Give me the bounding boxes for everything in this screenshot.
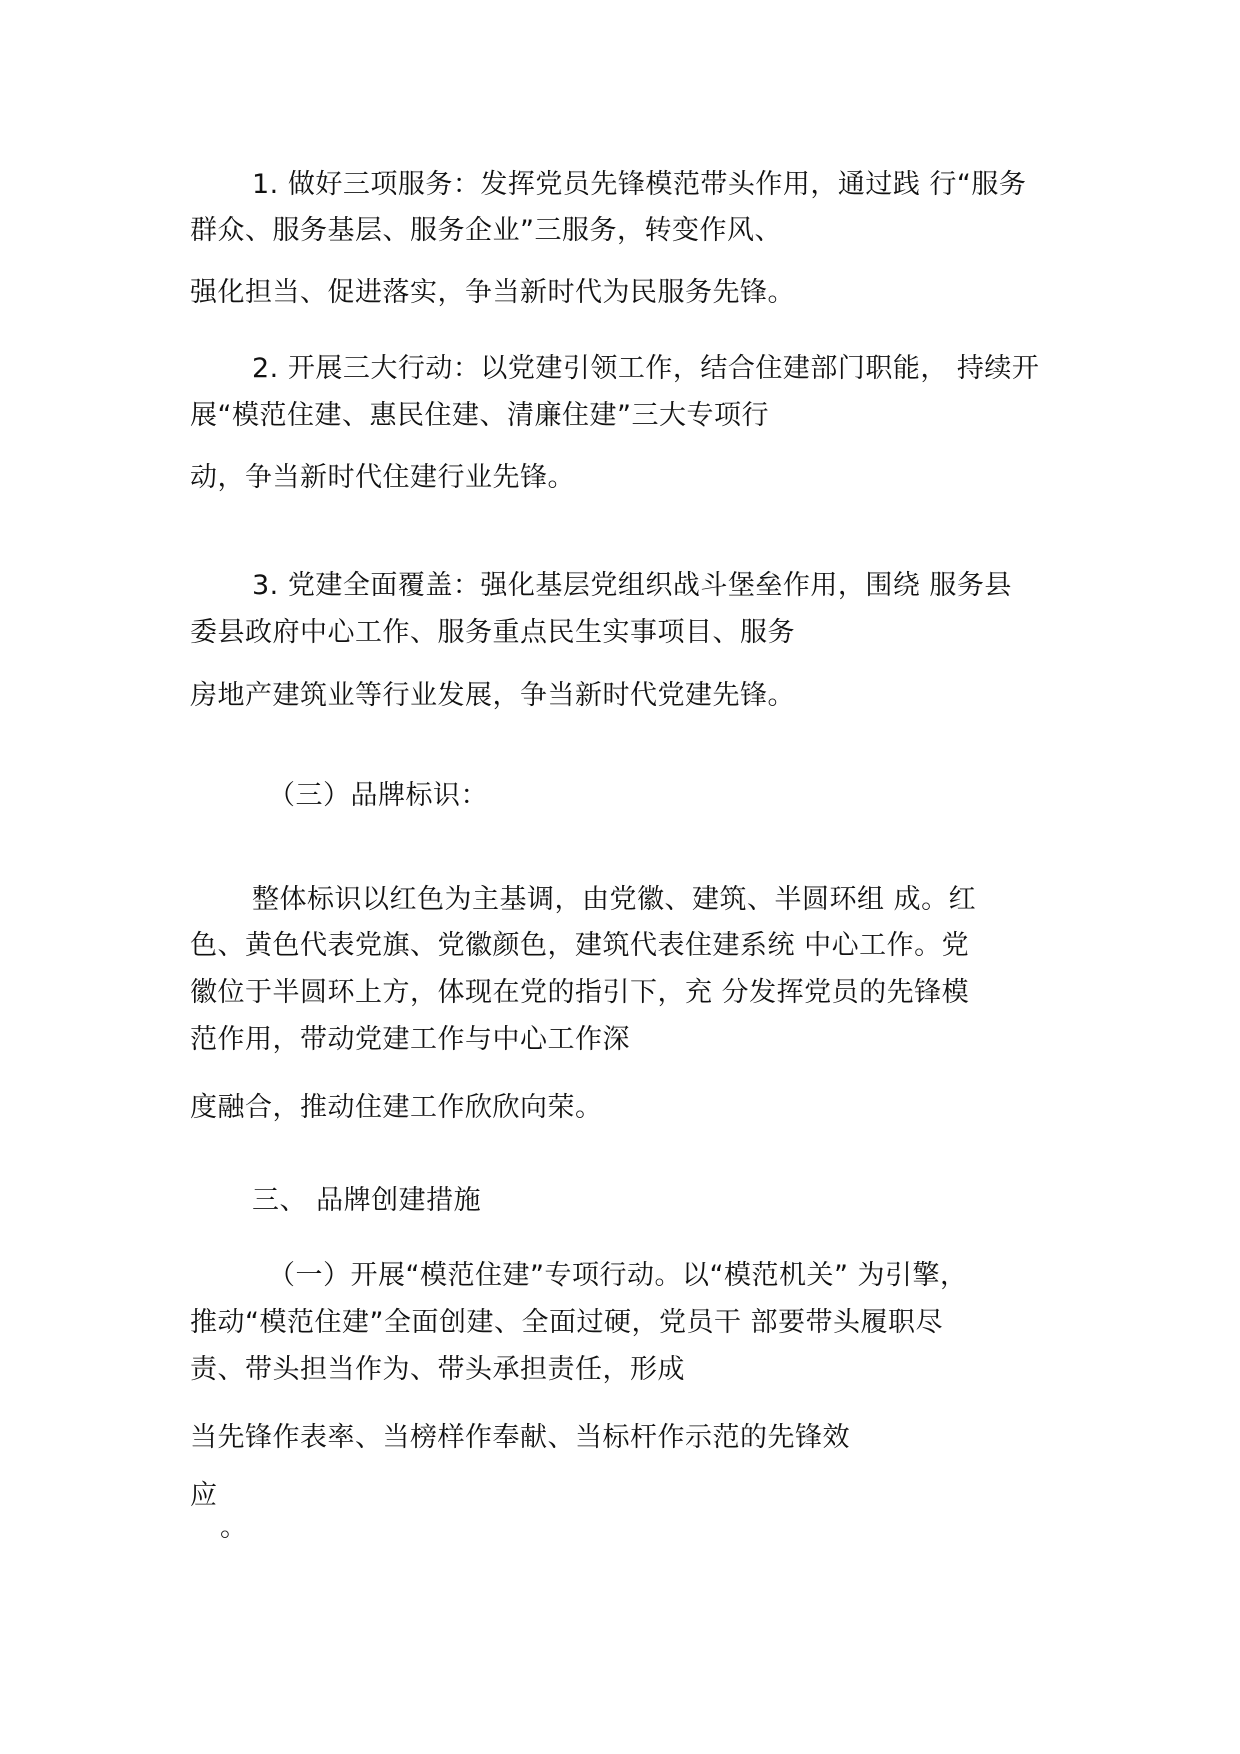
brand-para-line4: 范作用，带动党建工作与中心工作深: [190, 1024, 630, 1055]
brand-para-line3: 徽位于半圆环上方，体现在党的指引下，充 分发挥党员的先锋模: [190, 977, 970, 1008]
measure1-line4: 当先锋作表率、当榜样作奉献、当标杆作示范的先锋效: [190, 1422, 850, 1453]
measure1-line1: （一）开展“模范住建”专项行动。以“模范机关” 为引擎，: [268, 1260, 968, 1291]
item3-line1: 3. 党建全面覆盖：强化基层党组织战斗堡垒作用，围绕 服务县: [252, 570, 1012, 601]
item1-line1: 1. 做好三项服务：发挥党员先锋模范带头作用，通过践 行“服务: [252, 169, 1027, 200]
brand-para-line5: 度融合，推动住建工作欣欣向荣。: [190, 1092, 603, 1123]
item1-line2: 群众、服务基层、服务企业”三服务，转变作风、: [190, 215, 782, 246]
item1-line3: 强化担当、促进落实，争当新时代为民服务先锋。: [190, 277, 795, 308]
item3-line3: 房地产建筑业等行业发展，争当新时代党建先锋。: [190, 680, 795, 711]
brand-heading: （三）品牌标识：: [268, 780, 488, 811]
section3-heading: 三、 品牌创建措施: [252, 1185, 482, 1216]
item2-line1: 2. 开展三大行动：以党建引领工作，结合住建部门职能， 持续开: [252, 353, 1040, 384]
measure1-line2: 推动“模范住建”全面创建、全面过硬，党员干 部要带头履职尽: [190, 1307, 944, 1338]
measure1-line3: 责、带头担当作为、带头承担责任，形成: [190, 1354, 685, 1385]
item3-line2: 委县政府中心工作、服务重点民生实事项目、服务: [190, 617, 795, 648]
brand-para-line1: 整体标识以红色为主基调，由党徽、建筑、半圆环组 成。红: [252, 884, 977, 915]
brand-para-line2: 色、黄色代表党旗、党徽颜色，建筑代表住建系统 中心工作。党: [190, 930, 970, 961]
measure1-line5: 应: [190, 1480, 218, 1511]
item2-line3: 动，争当新时代住建行业先锋。: [190, 462, 575, 493]
item2-line2: 展“模范住建、惠民住建、清廉住建”三大专项行: [190, 400, 769, 431]
measure1-line6: 。: [220, 1512, 248, 1543]
